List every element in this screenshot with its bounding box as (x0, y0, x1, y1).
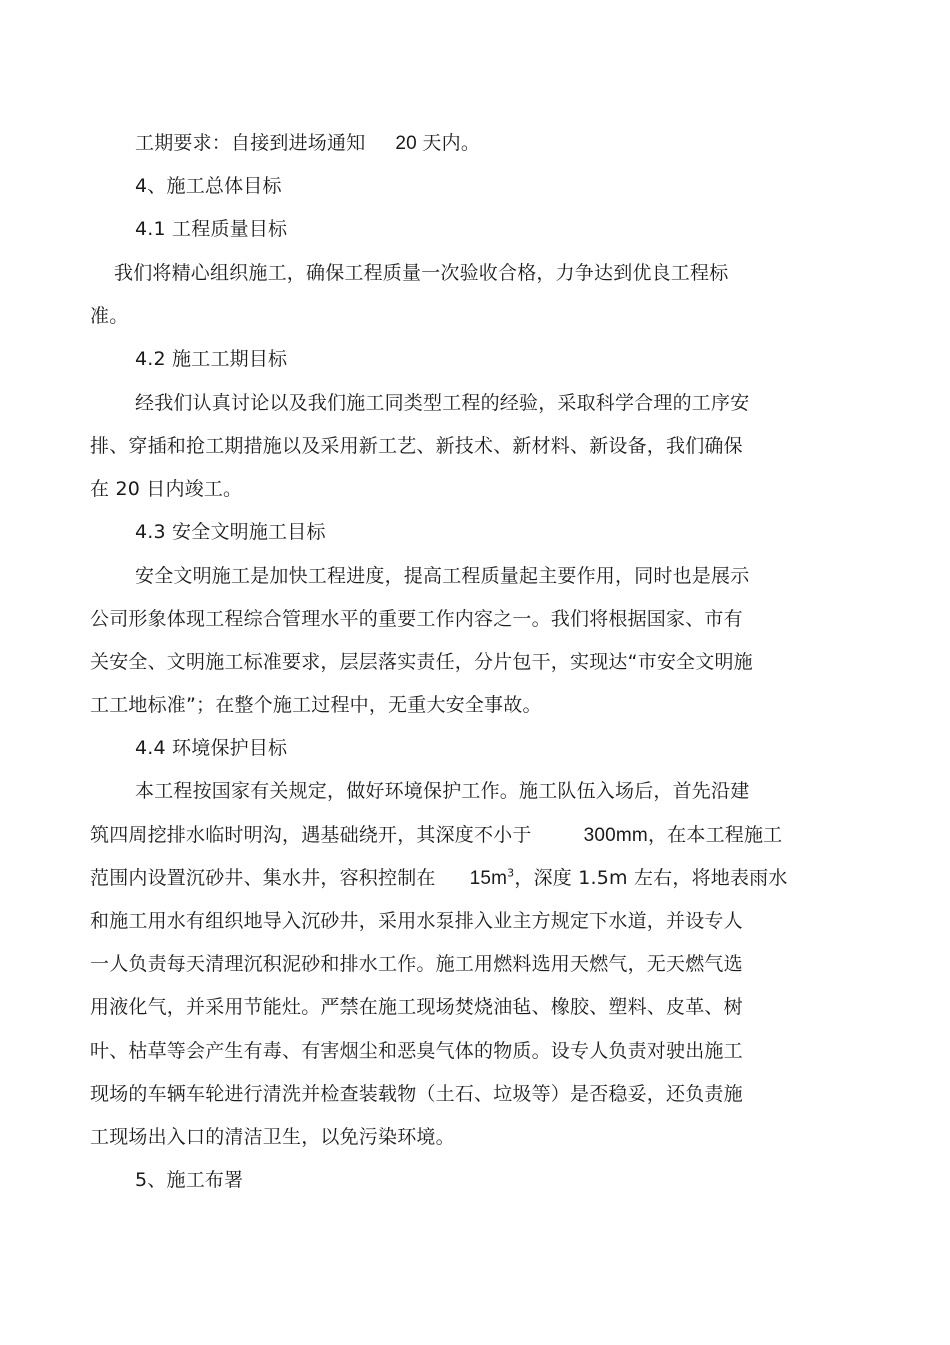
section-4-1-heading: 4.1 工程质量目标 (135, 218, 288, 240)
paragraph-4-4-line-2 (90, 823, 782, 848)
schedule-requirement-text: 工期要求：自接到进场通知 (135, 132, 366, 154)
paragraph-4-4-line-3-text: 范围内设置沉砂井、集水井，容积控制在 (90, 867, 436, 889)
paragraph-4-4-line-8: 现场的车辆车轮进行清洗并检查装载物（土石、垃圾等）是否稳妥，还负责施 (90, 1083, 743, 1105)
paragraph-4-2-line-1: 经我们认真讨论以及我们施工同类型工程的经验，采取科学合理的工序安 (135, 392, 750, 414)
paragraph-4-1-line-1: 我们将精心组织施工，确保工程质量一次验收合格，力争达到优良工程标 (114, 262, 729, 284)
paragraph-4-4-line-5: 一人负责每天清理沉积泥砂和排水工作。施工用燃料选用天燃气，无天燃气选 (90, 953, 743, 975)
paragraph-4-1-line-2: 准。 (90, 305, 129, 327)
section-4-3-heading: 4.3 安全文明施工目标 (135, 521, 326, 543)
paragraph-4-4-line-7: 叶、枯草等会产生有毒、有害烟尘和恶臭气体的物质。设专人负责对驶出施工 (90, 1040, 743, 1062)
paragraph-4-4-line-9: 工现场出入口的清洁卫生，以免污染环境。 (90, 1126, 455, 1148)
paragraph-4-3-line-2: 公司形象体现工程综合管理水平的重要工作内容之一。我们将根据国家、市有 (90, 608, 743, 630)
ditch-depth-text: 300mm，在本工程施工 (583, 825, 783, 846)
paragraph-4-4-line-4: 和施工用水有组织地导入沉砂井，采用水泵排入业主方规定下水道，并设专人 (90, 910, 743, 932)
paragraph-4-4-line-3-rest: ，深度 1.5m 左右，将地表雨水 (514, 867, 788, 889)
section-4-heading: 4、施工总体目标 (135, 175, 282, 197)
paragraph-4-3-line-4: 工工地标准”；在整个施工过程中，无重大安全事故。 (90, 694, 542, 716)
schedule-requirement-line (135, 131, 480, 156)
section-4-2-heading: 4.2 施工工期目标 (135, 348, 288, 370)
section-4-4-heading: 4.4 环境保护目标 (135, 737, 288, 759)
section-5-heading: 5、施工布署 (135, 1169, 244, 1191)
paragraph-4-3-line-1: 安全文明施工是加快工程进度，提高工程质量起主要作用，同时也是展示 (135, 565, 750, 587)
schedule-days-text: 20 天内。 (395, 133, 481, 154)
paragraph-4-4-line-6: 用液化气，并采用节能灶。严禁在施工现场焚烧油毡、橡胶、塑料、皮革、树 (90, 996, 743, 1018)
paragraph-4-4-line-2-text: 筑四周挖排水临时明沟，遇基础绕开，其深度不小于 (90, 824, 532, 846)
paragraph-4-3-line-3: 关安全、文明施工标准要求，层层落实责任，分片包干，实现达“市安全文明施 (90, 651, 753, 673)
paragraph-4-4-line-3 (90, 866, 788, 891)
volume-value-text: 15m (469, 868, 508, 889)
volume-superscript: 3 (507, 866, 515, 880)
paragraph-4-4-line-1: 本工程按国家有关规定，做好环境保护工作。施工队伍入场后，首先沿建 (135, 780, 750, 802)
paragraph-4-2-line-2: 排、穿插和抢工期措施以及采用新工艺、新技术、新材料、新设备，我们确保 (90, 435, 743, 457)
paragraph-4-2-line-3: 在 20 日内竣工。 (90, 478, 243, 500)
